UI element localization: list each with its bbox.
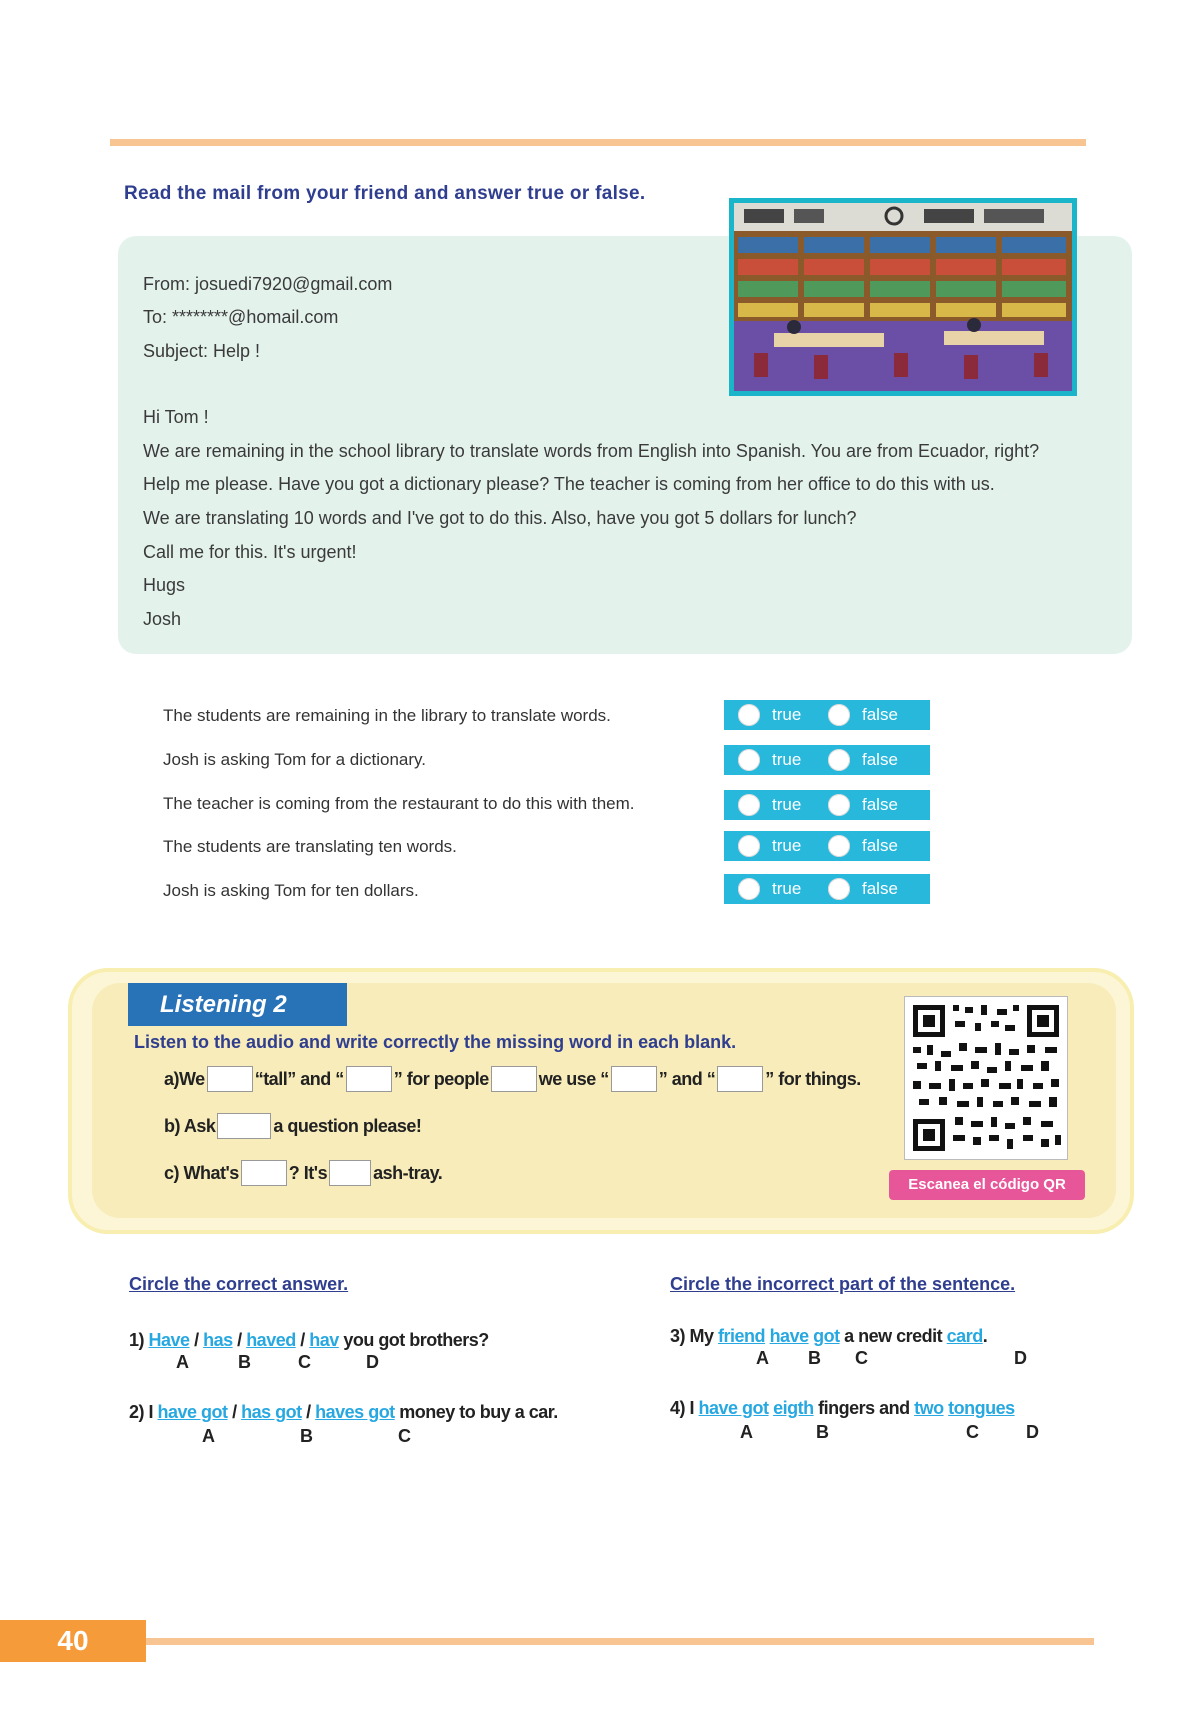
qr-code-icon: [905, 997, 1067, 1159]
false-option[interactable]: false: [828, 877, 898, 901]
reading-instruction: Read the mail from your friend and answer true or false.: [124, 183, 646, 204]
blank-input[interactable]: [241, 1160, 287, 1186]
option-letter: D: [1014, 1348, 1027, 1368]
true-option[interactable]: true: [738, 748, 801, 772]
blank-input[interactable]: [717, 1066, 763, 1092]
false-option[interactable]: false: [828, 748, 898, 772]
option-letter: A: [756, 1348, 769, 1368]
part-friend[interactable]: friend: [718, 1326, 766, 1346]
listening-instruction: Listen to the audio and write correctly the missing word in each blank.: [134, 1032, 737, 1052]
part-have-got[interactable]: have got: [698, 1398, 769, 1418]
blank-input[interactable]: [611, 1066, 657, 1092]
page-number: 40: [0, 1620, 146, 1662]
mail-body-line: We are translating 10 words and I've got to do this. Also, have you got 5 dollars for lunch?: [143, 508, 857, 528]
option-haved[interactable]: haved: [246, 1330, 296, 1350]
false-option[interactable]: false: [828, 793, 898, 817]
option-letter: D: [1026, 1422, 1039, 1442]
true-option[interactable]: true: [738, 834, 801, 858]
qr-scan-label: Escanea el código QR: [889, 1170, 1085, 1200]
library-illustration: [734, 203, 1072, 391]
false-option[interactable]: false: [828, 703, 898, 727]
mail-greeting: Hi Tom !: [143, 407, 209, 427]
mail-body-line: Help me please. Have you got a dictionary please? The teacher is coming from her office to do this with us.: [143, 474, 995, 494]
option-letter: C: [398, 1426, 411, 1446]
part-tongues[interactable]: tongues: [948, 1398, 1015, 1418]
true-option[interactable]: true: [738, 877, 801, 901]
option-have[interactable]: Have: [148, 1330, 190, 1350]
blank-input[interactable]: [491, 1066, 537, 1092]
option-letter: A: [740, 1422, 753, 1442]
option-letter: B: [808, 1348, 821, 1368]
question-4: 4) I have got eigth fingers and two tongues: [670, 1398, 1015, 1418]
true-false-bar-4: [724, 831, 930, 861]
exercise-c: c) What's ? It's ash-tray.: [164, 1160, 442, 1186]
true-false-bar-3: [724, 790, 930, 820]
part-two[interactable]: two: [914, 1398, 944, 1418]
mail-closing: Hugs: [143, 575, 186, 595]
radio-button[interactable]: [738, 794, 760, 816]
option-has-got[interactable]: has got: [241, 1402, 302, 1422]
option-letter: B: [238, 1352, 251, 1372]
part-have[interactable]: have: [769, 1326, 809, 1346]
radio-button[interactable]: [828, 749, 850, 771]
question-2: 2) I have got / has got / haves got money to buy a car.: [129, 1402, 558, 1422]
circle-incorrect-title: Circle the incorrect part of the sentence.: [670, 1274, 1016, 1294]
mail-subject: Subject: Help !: [143, 341, 261, 361]
option-have-got[interactable]: have got: [157, 1402, 228, 1422]
option-has[interactable]: has: [203, 1330, 233, 1350]
top-divider: [110, 139, 1086, 146]
part-got[interactable]: got: [813, 1326, 840, 1346]
radio-button[interactable]: [828, 704, 850, 726]
option-haves-got[interactable]: haves got: [315, 1402, 395, 1422]
statement-4: The students are translating ten words.: [163, 837, 457, 856]
radio-button[interactable]: [828, 794, 850, 816]
radio-button[interactable]: [738, 835, 760, 857]
option-letter: C: [966, 1422, 979, 1442]
mail-from: From: josuedi7920@gmail.com: [143, 274, 393, 294]
blank-input[interactable]: [329, 1160, 371, 1186]
statement-2: Josh is asking Tom for a dictionary.: [163, 750, 426, 769]
circle-correct-title: Circle the correct answer.: [129, 1274, 349, 1294]
statement-3: The teacher is coming from the restaurant to do this with them.: [163, 794, 635, 813]
option-letter: A: [202, 1426, 215, 1446]
radio-button[interactable]: [828, 878, 850, 900]
option-letter: D: [366, 1352, 379, 1372]
option-letter: C: [855, 1348, 868, 1368]
radio-button[interactable]: [738, 749, 760, 771]
mail-to: To: ********@homail.com: [143, 307, 339, 327]
qr-code[interactable]: [904, 996, 1068, 1160]
option-letter: B: [300, 1426, 313, 1446]
exercise-b: b) Ask a question please!: [164, 1113, 421, 1139]
true-option[interactable]: true: [738, 703, 801, 727]
true-false-bar-2: [724, 745, 930, 775]
option-hav[interactable]: hav: [309, 1330, 339, 1350]
mail-body-line: We are remaining in the school library to translate words from English into Spanish. You are from Ecuador, right?: [143, 441, 1040, 461]
part-card[interactable]: card: [946, 1326, 983, 1346]
statement-5: Josh is asking Tom for ten dollars.: [163, 881, 419, 900]
radio-button[interactable]: [738, 878, 760, 900]
true-false-bar-5: [724, 874, 930, 904]
question-3: 3) My friend have got a new credit card.: [670, 1326, 988, 1346]
listening-title: Listening 2: [128, 983, 347, 1026]
blank-input[interactable]: [207, 1066, 253, 1092]
option-letter: C: [298, 1352, 311, 1372]
blank-input[interactable]: [346, 1066, 392, 1092]
library-photo: [729, 198, 1077, 396]
bottom-divider: [146, 1638, 1094, 1645]
radio-button[interactable]: [828, 835, 850, 857]
exercise-a: a)We “tall” and “ ” for people we use “ ” and “ ” for things.: [164, 1066, 861, 1092]
false-option[interactable]: false: [828, 834, 898, 858]
statement-1: The students are remaining in the library to translate words.: [163, 706, 611, 725]
option-letter: A: [176, 1352, 189, 1372]
radio-button[interactable]: [738, 704, 760, 726]
blank-input[interactable]: [217, 1113, 271, 1139]
mail-body-line: Call me for this. It's urgent!: [143, 542, 357, 562]
part-eigth[interactable]: eigth: [773, 1398, 814, 1418]
true-option[interactable]: true: [738, 793, 801, 817]
option-letter: B: [816, 1422, 829, 1442]
true-false-bar-1: [724, 700, 930, 730]
mail-signature: Josh: [143, 609, 182, 629]
question-1: 1) Have / has / haved / hav you got brothers?: [129, 1330, 489, 1350]
